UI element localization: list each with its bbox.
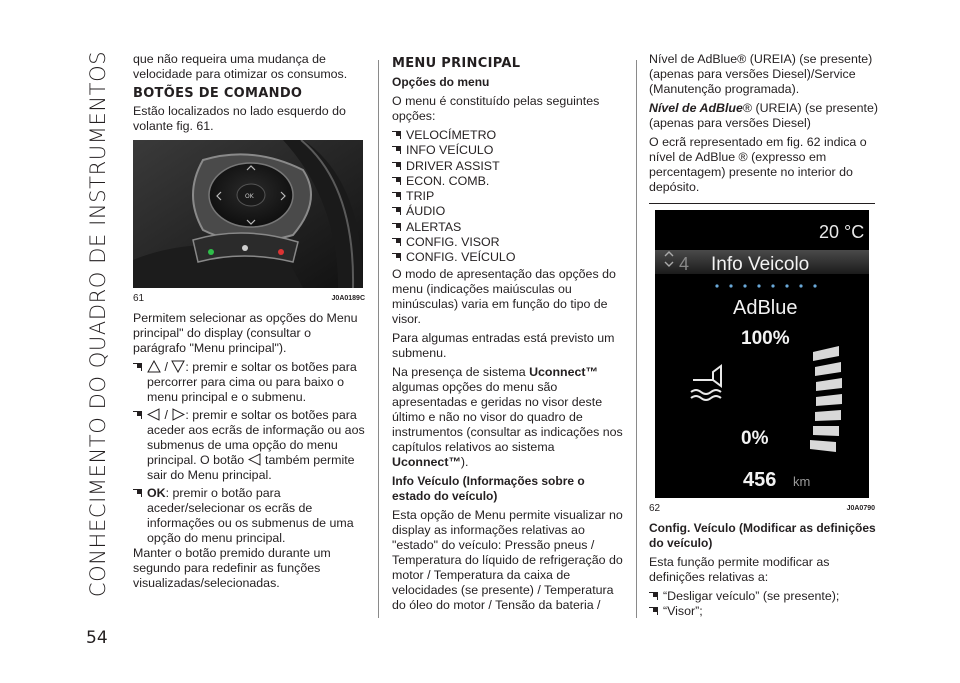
bullet-left-right bbox=[133, 408, 365, 483]
bullet-marker-icon bbox=[392, 207, 402, 215]
figure-61 bbox=[133, 140, 365, 305]
column-3 bbox=[649, 52, 881, 619]
triangle-right-icon bbox=[171, 408, 185, 421]
buttons-location-text: Estão localizados no lado esquerdo do volante fig. 61. bbox=[133, 104, 346, 133]
bullet-marker-icon bbox=[392, 146, 402, 154]
temperature-readout: 20 °C bbox=[819, 222, 865, 242]
figure-top-rule bbox=[649, 203, 875, 204]
triangle-down-icon bbox=[171, 360, 185, 373]
subheading-vehicle-config: Config. Veículo (Modificar as definições do veículo) bbox=[649, 521, 876, 550]
figure-number: 61 bbox=[133, 293, 145, 304]
column-2 bbox=[392, 52, 624, 617]
bullet-ok bbox=[133, 486, 365, 546]
triangle-left-icon bbox=[147, 408, 161, 421]
figure-number: 62 bbox=[649, 503, 661, 514]
display-mode-text: O modo de apresentação das opções do menu (indicações maiúsculas ou minúsculas) varia em função do tipo de visor. bbox=[392, 266, 616, 326]
bullet-up-down bbox=[133, 360, 365, 405]
figure-62 bbox=[649, 203, 881, 515]
list-item: ÁUDIO bbox=[392, 204, 624, 219]
section-heading-buttons: BOTÕES DE COMANDO bbox=[133, 86, 303, 101]
bullet-marker-icon bbox=[392, 253, 402, 261]
reset-text: Manter o botão premido durante um segundo para redefinir as funções visualizadas/selecionadas. bbox=[133, 546, 331, 590]
separator: / bbox=[161, 408, 172, 422]
ok-label: OK bbox=[147, 486, 166, 500]
figure-caption bbox=[133, 293, 365, 305]
column-divider bbox=[378, 60, 379, 618]
submenu-text: Para algumas entradas está previsto um submenu. bbox=[392, 330, 615, 360]
vehicle-info-text: Esta opção de Menu permite visualizar no display as informações relativas ao "estado" do veículo: Pressão pneus / Temperatura do líquido de refrigeração do motor / Temperatura da caixa de velocidades (se presente) / Temperatura do óleo do motor / Tensão da bateria / bbox=[392, 507, 623, 612]
list-item: “Desligar veículo” (se presente); bbox=[649, 589, 881, 604]
list-item: VELOCÍMETRO bbox=[392, 128, 624, 143]
bullet-marker-icon bbox=[392, 162, 402, 170]
chapter-sidebar-title bbox=[82, 44, 114, 604]
vehicle-config-text: Esta função permite modificar as definições relativas a: bbox=[649, 555, 830, 584]
uconnect-text: Na presença de sistema Uconnect™ algumas opções do menu são apresentadas e geridas no visor deste último e não no visor do quadro de instrumentos (consultar as indicações nos capítulos relativos ao sistema Uconnect™). bbox=[392, 364, 623, 469]
separator: / bbox=[161, 360, 172, 374]
figure-code: J0A0790 bbox=[846, 505, 875, 512]
top-percentage: 100% bbox=[741, 328, 790, 349]
range-value: 456 bbox=[743, 469, 777, 491]
list-item: DRIVER ASSIST bbox=[392, 159, 624, 174]
range-unit: km bbox=[793, 474, 811, 489]
figure-reference-text: O ecrã representado em fig. 62 indica o nível de AdBlue ® (expresso em percentagem) presente no interior do depósito. bbox=[649, 135, 867, 194]
bullet-ok-text: : premir o botão para aceder/selecionar os ecrãs de informações ou os submenus de uma opção do menu principal. bbox=[147, 486, 354, 545]
intro-paragraph: que não requeira uma mudança de velocidade para otimizar os consumos. bbox=[133, 52, 348, 81]
triangle-left-icon bbox=[248, 453, 262, 466]
bullet-marker-icon bbox=[392, 223, 402, 231]
bullet-marker-icon bbox=[392, 131, 402, 139]
section-heading-menu: MENU PRINCIPAL bbox=[392, 56, 521, 71]
figure-caption bbox=[649, 503, 875, 515]
list-item: TRIP bbox=[392, 189, 624, 204]
item-title: AdBlue bbox=[733, 297, 798, 319]
list-item: “Visor”; bbox=[649, 604, 881, 619]
bullet-marker-icon bbox=[133, 489, 143, 497]
subheading-vehicle-info: Info Veículo (Informações sobre o estado do veículo) bbox=[392, 473, 585, 503]
adblue-level-text: Nível de AdBlue® (UREIA) (se presente) (apenas para versões Diesel)/Service (Manutenção programada). bbox=[649, 52, 873, 96]
bullet-left-right-text-2: também permite sair do Menu principal. bbox=[147, 453, 355, 482]
menu-intro: O menu é constituído pelas seguintes opções: bbox=[392, 94, 600, 123]
subheading-menu-options: Opções do menu bbox=[392, 75, 490, 89]
triangle-up-icon bbox=[147, 360, 161, 373]
menu-options-list bbox=[392, 128, 624, 266]
column-1 bbox=[133, 52, 365, 595]
list-item: INFO VEÍCULO bbox=[392, 143, 624, 158]
list-item: ECON. COMB. bbox=[392, 174, 624, 189]
bullet-left-right-text: : premir e soltar os botões para aceder aos ecrãs de informação ou aos submenus de uma opção do menu principal. O botão bbox=[147, 408, 365, 467]
bullet-marker-icon bbox=[392, 177, 402, 185]
adblue-italic-paragraph: Nível de AdBlue® (UREIA) (se presente) (apenas para versões Diesel) bbox=[649, 101, 879, 130]
bullet-marker-icon bbox=[649, 607, 659, 615]
figure-code: J0A0189C bbox=[331, 295, 365, 302]
list-item: CONFIG. VEÍCULO bbox=[392, 250, 624, 265]
list-item: ALERTAS bbox=[392, 220, 624, 235]
svg-text:OK: OK bbox=[245, 193, 254, 200]
bullet-up-down-text: : premir e soltar os botões para percorrer para cima ou para baixo o menu principal e o submenu. bbox=[147, 360, 357, 404]
list-item: CONFIG. VISOR bbox=[392, 235, 624, 250]
menu-title: Info Veicolo bbox=[711, 254, 810, 275]
bullet-marker-icon bbox=[392, 192, 402, 200]
buttons-description: Permitem selecionar as opções do Menu principal" do display (consultar o parágrafo "Menu principal"). bbox=[133, 311, 358, 355]
page-number: 54 bbox=[86, 628, 108, 648]
bullet-marker-icon bbox=[392, 238, 402, 246]
chapter-title: CONHECIMENTO DO QUADRO DE INSTRUMENTOS bbox=[86, 50, 110, 598]
column-divider bbox=[636, 60, 637, 618]
bullet-marker-icon bbox=[133, 411, 143, 419]
bullet-marker-icon bbox=[133, 363, 143, 371]
instrument-cluster-display bbox=[649, 210, 875, 498]
bullet-marker-icon bbox=[649, 592, 659, 600]
menu-index: 4 bbox=[679, 254, 690, 274]
bottom-percentage: 0% bbox=[741, 428, 769, 449]
steering-wheel-buttons-photo bbox=[133, 140, 363, 288]
